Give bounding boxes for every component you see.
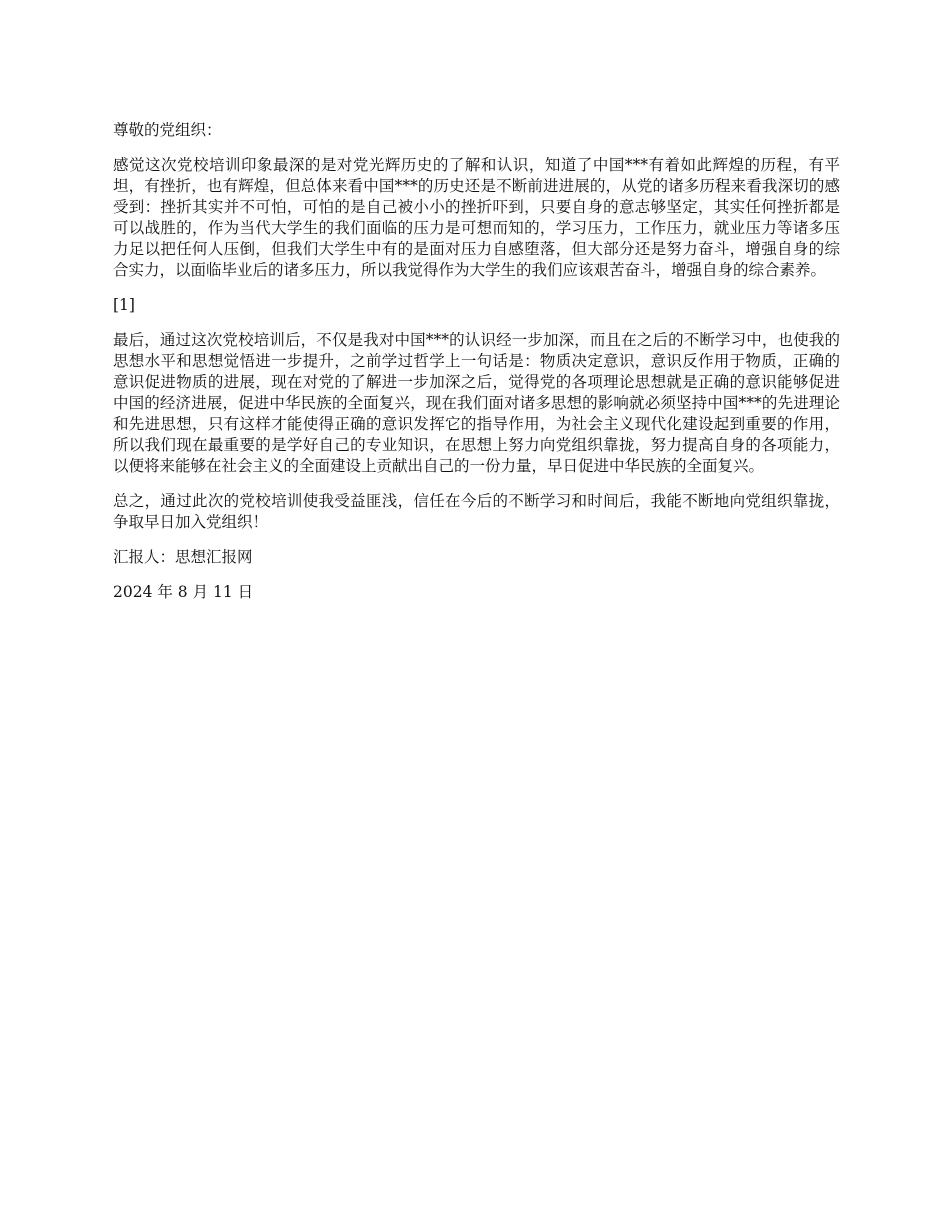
footnote-marker: [1] [113, 296, 135, 314]
reporter-line: 汇报人：思想汇报网 [113, 548, 253, 566]
date-line: 2024 年 8 月 11 日 [113, 583, 254, 601]
body-paragraph-3: 总之，通过此次的党校培训使我受益匪浅，信任在今后的不断学习和时间后，我能不断地向党组织靠拢，争取早日加入党组织！ [113, 492, 840, 531]
body-paragraph-1: 感觉这次党校培训印象最深的是对党光辉历史的了解和认识，知道了中国***有着如此辉煌的历程，有平坦，有挫折，也有辉煌，但总体来看中国***的历史还是不断前进进展的，从党的诸多历程来看我深切的感受到：挫折其实并不可怕，可怕的是自己被小小的挫折吓到，只要自身的意志够坚定，其实任何挫折都是可以战胜的，作为当代大学生的我们面临的压力是可想而知的，学习压力，工作压力，就业压力等诸多压力足以把任何人压倒，但我们大学生中有的是面对压力自感堕落，但大部分还是努力奋斗，增强自身的综合实力，以面临毕业后的诸多压力，所以我觉得作为大学生的我们应该艰苦奋斗，增强自身的综合素养。 [113, 156, 840, 279]
salutation: 尊敬的党组织： [113, 121, 222, 139]
document-page [113, 120, 840, 617]
body-paragraph-2: 最后，通过这次党校培训后，不仅是我对中国***的认识经一步加深，而且在之后的不断学习中，也使我的思想水平和思想觉悟进一步提升，之前学过哲学上一句话是：物质决定意识，意识反作用于物质，正确的意识促进物质的进展，现在对党的了解进一步加深之后，觉得党的各项理论思想就是正确的意识能够促进中国的经济进展，促进中华民族的全面复兴，现在我们面对诸多思想的影响就必须坚持中国***的先进理论和先进思想，只有这样才能使得正确的意识发挥它的指导作用，为社会主义现代化建设起到重要的作用，所以我们现在最重要的是学好自己的专业知识，在思想上努力向党组织靠拢，努力提高自身的各项能力，以便将来能够在社会主义的全面建设上贡献出自己的一份力量，早日促进中华民族的全面复兴。 [113, 331, 840, 475]
